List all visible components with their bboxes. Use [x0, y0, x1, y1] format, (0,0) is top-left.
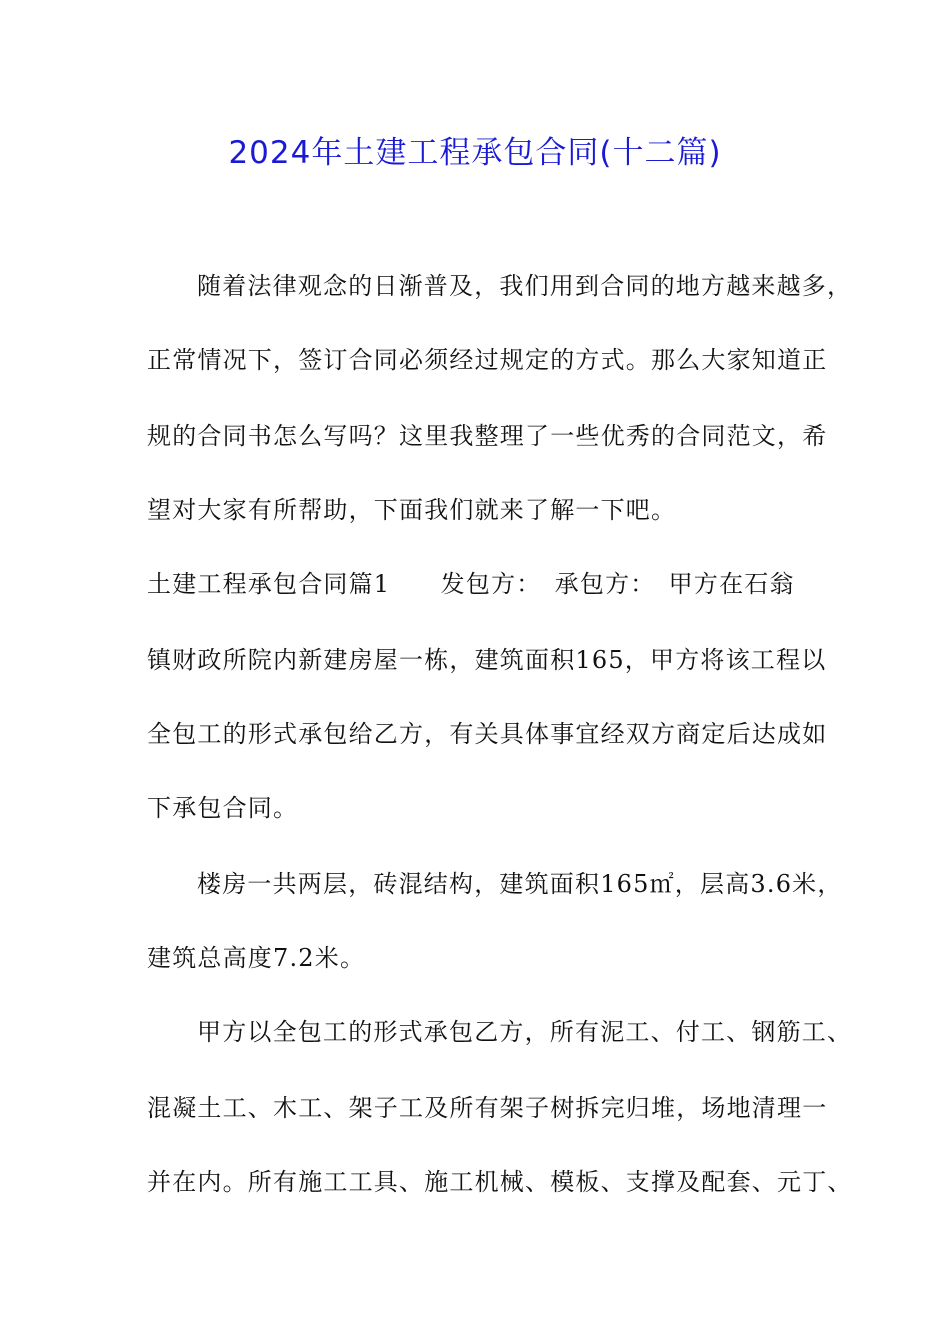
paragraph-line: 土建工程承包合同篇1 发包方： 承包方： 甲方在石翁 [147, 570, 795, 598]
paragraph-line: 望对大家有所帮助，下面我们就来了解一下吧。 [147, 496, 677, 524]
paragraph-line: 甲方以全包工的形式承包乙方，所有泥工、付工、钢筋工、 [197, 1018, 853, 1046]
paragraph-line: 全包工的形式承包给乙方，有关具体事宜经双方商定后达成如 [147, 720, 828, 748]
paragraph-line: 正常情况下，签订合同必须经过规定的方式。那么大家知道正 [147, 346, 828, 374]
paragraph-line: 建筑总高度7.2米。 [147, 944, 366, 972]
paragraph-line: 并在内。所有施工工具、施工机械、模板、支撑及配套、元丁、 [147, 1168, 853, 1196]
paragraph-line: 规的合同书怎么写吗？这里我整理了一些优秀的合同范文，希 [147, 422, 828, 450]
paragraph-line: 楼房一共两层，砖混结构，建筑面积165㎡，层高3.6米， [197, 870, 843, 898]
paragraph-line: 随着法律观念的日渐普及，我们用到合同的地方越来越多， [197, 272, 853, 300]
paragraph-line: 混凝土工、木工、架子工及所有架子树拆完归堆，场地清理一 [147, 1094, 828, 1122]
document-title: 2024年土建工程承包合同(十二篇) [228, 135, 722, 171]
paragraph-line: 镇财政所院内新建房屋一栋，建筑面积165，甲方将该工程以 [147, 646, 827, 674]
paragraph-line: 下承包合同。 [147, 794, 299, 822]
